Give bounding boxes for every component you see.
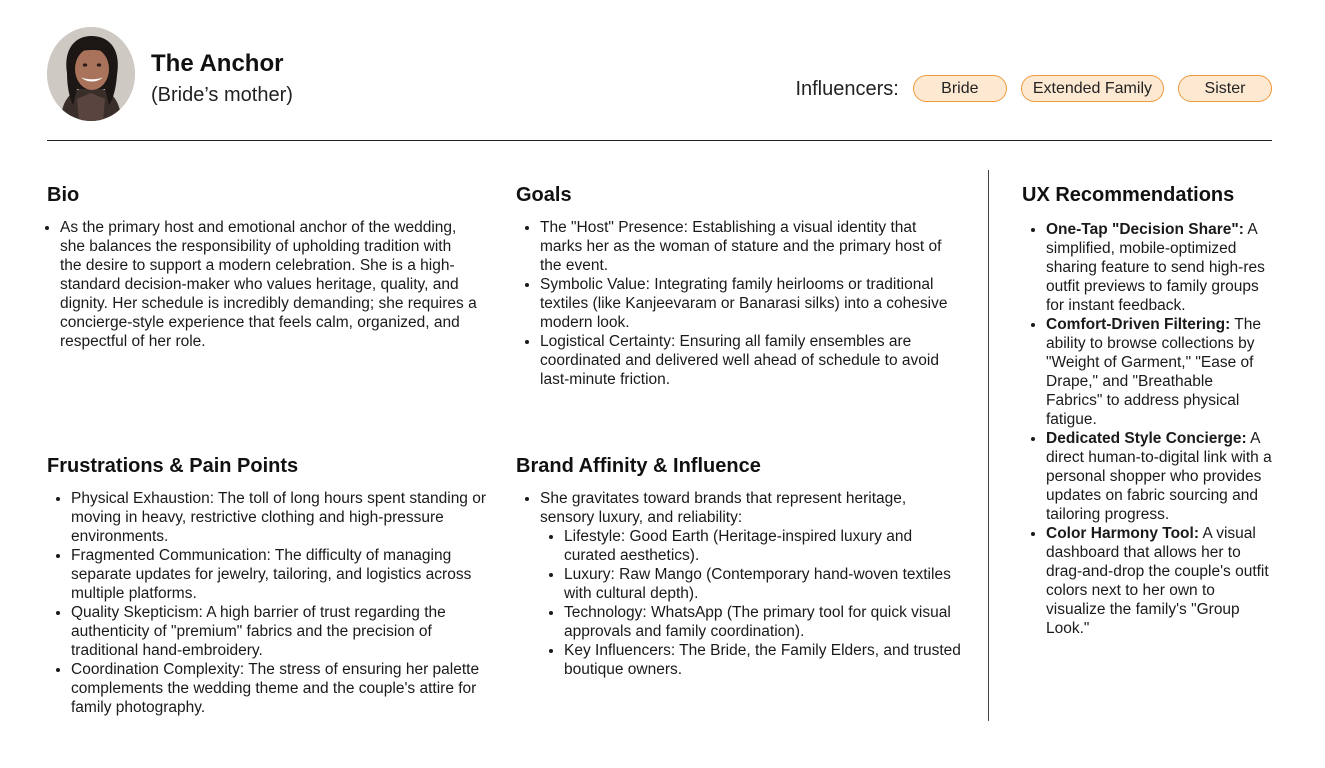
influencers-bar (795, 75, 1272, 102)
influencer-chip-sister[interactable]: Sister (1178, 75, 1272, 102)
ux-item-text: A visual dashboard that allows her to drag-and-drop the couple's outfit colors next to her own to visualize the family's "Group Look." (1046, 525, 1269, 637)
brand-intro (540, 489, 961, 679)
brand-affinity-section (516, 453, 961, 679)
influencers-label: Influencers: (795, 77, 899, 100)
ux-item-text: The ability to browse collections by "Weight of Garment," "Ease of Drape," and "Breathable Fabrics" to address physical fatigue. (1046, 316, 1262, 428)
ux-item-text: A direct human-to-digital link with a personal shopper who provides updates on fabric sourcing and tailoring progress. (1046, 430, 1272, 523)
ux-item-title: Comfort-Driven Filtering: (1046, 316, 1231, 333)
frustrations-section (47, 453, 492, 717)
goal-item: • The "Host" Presence: Establishing a visual identity that marks her as the woman of stature and the primary host of the event. (540, 218, 961, 275)
frustrations-list (47, 489, 492, 717)
goals-heading: Goals (516, 184, 572, 206)
frustration-item: • Fragmented Communication: The difficulty of managing separate updates for jewelry, tailoring, and logistics across multiple platforms. (71, 546, 492, 603)
brand-list (516, 489, 961, 679)
bio-list (47, 218, 477, 351)
persona-name: The Anchor (151, 50, 284, 77)
ux-item-title: Color Harmony Tool: (1046, 525, 1199, 542)
ux-item-title: One-Tap "Decision Share": (1046, 221, 1244, 238)
brand-item: • Lifestyle: Good Earth (Heritage-inspired luxury and curated aesthetics). (564, 527, 961, 565)
ux-item-text: A simplified, mobile-optimized sharing feature to send high-res outfit previews to family groups for instant feedback. (1046, 221, 1265, 314)
ux-item (1046, 524, 1272, 638)
ux-item (1046, 315, 1272, 429)
ux-item (1046, 220, 1272, 315)
goals-list (516, 218, 961, 389)
frustration-item: • Quality Skepticism: A high barrier of trust regarding the authenticity of "premium" fabrics and the precision of traditional hand-embroidery. (71, 603, 492, 660)
bio-item: • As the primary host and emotional anchor of the wedding, she balances the responsibility of upholding tradition with the desire to support a modern celebration. She is a high-standard decision-maker who values heritage, quality, and dignity. Her schedule is incredibly demanding; she requires a concierge-style experience that feels calm, organized, and respectful of her role. (60, 218, 477, 351)
persona-role: (Bride’s mother) (151, 84, 293, 106)
frustration-item: • Physical Exhaustion: The toll of long hours spent standing or moving in heavy, restrictive clothing and high-pressure environments. (71, 489, 492, 546)
influencer-chip-bride[interactable]: Bride (913, 75, 1007, 102)
avatar (47, 27, 135, 121)
ux-recommendations-section (1022, 182, 1272, 638)
brand-item: • Technology: WhatsApp (The primary tool for quick visual approvals and family coordination). (564, 603, 961, 641)
brand-item: • Luxury: Raw Mango (Contemporary hand-woven textiles with cultural depth). (564, 565, 961, 603)
frustration-item: • Coordination Complexity: The stress of ensuring her palette complements the wedding theme and the couple's attire for family photography. (71, 660, 492, 717)
brand-sublist (540, 527, 961, 679)
ux-item-title: Dedicated Style Concierge: (1046, 430, 1247, 447)
goal-item: • Symbolic Value: Integrating family heirlooms or traditional textiles (like Kanjeevaram or Banarasi silks) into a cohesive modern look. (540, 275, 961, 332)
ux-list (1022, 220, 1272, 638)
bio-section (47, 182, 477, 351)
ux-item (1046, 429, 1272, 524)
brand-intro-text: She gravitates toward brands that represent heritage, sensory luxury, and reliability: (540, 490, 907, 526)
brand-heading: Brand Affinity & Influence (516, 455, 761, 477)
goal-item: • Logistical Certainty: Ensuring all family ensembles are coordinated and delivered well ahead of schedule to avoid last-minute friction. (540, 332, 961, 389)
bio-heading: Bio (47, 184, 80, 206)
ux-heading: UX Recommendations (1022, 184, 1235, 206)
frustrations-heading: Frustrations & Pain Points (47, 455, 299, 477)
goals-section (516, 182, 961, 389)
header-divider (47, 140, 1272, 141)
portrait-icon (47, 27, 135, 121)
column-divider (988, 170, 989, 721)
brand-item: • Key Influencers: The Bride, the Family Elders, and trusted boutique owners. (564, 641, 961, 679)
influencer-chip-extended-family[interactable]: Extended Family (1021, 75, 1164, 102)
